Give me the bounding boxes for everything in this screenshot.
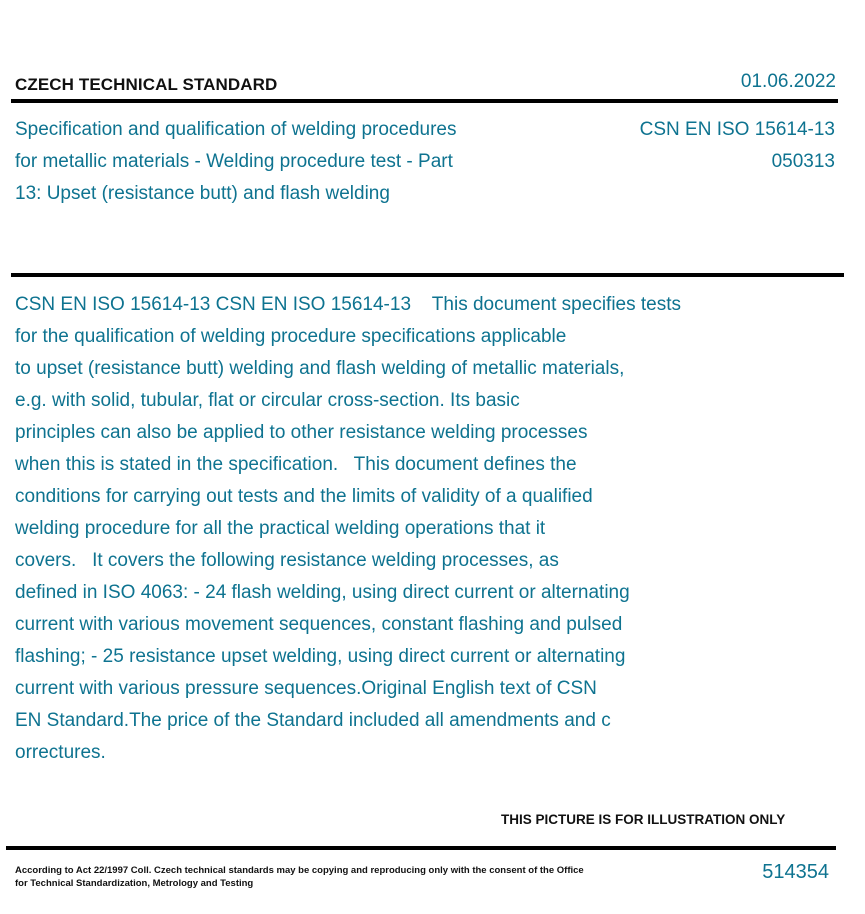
description-line: conditions for carrying out tests and the limits of validity of a qualified [15,486,593,507]
standard-description [15,289,681,769]
document-type-heading: CZECH TECHNICAL STANDARD [15,75,278,94]
standard-identifiers [640,114,835,178]
description-line: to upset (resistance butt) welding and flash welding of metallic materials, [15,358,625,379]
description-line: current with various pressure sequences.Original English text of CSN [15,678,597,699]
description-line: when this is stated in the specification. This document defines the [15,454,577,475]
legal-notice-line: for Technical Standardization, Metrology and Testing [15,878,254,889]
catalog-number: 514354 [762,861,829,883]
description-line: current with various movement sequences, constant flashing and pulsed [15,614,623,635]
legal-notice [15,864,584,890]
description-line: orrectures. [15,742,106,763]
legal-notice-line: According to Act 22/1997 Coll. Czech technical standards may be copying and reproducing only with the consent of the Office [15,865,584,876]
header-divider [11,99,838,103]
description-line: welding procedure for all the practical welding operations that it [15,518,546,539]
standard-title-line: for metallic materials - Welding procedure test - Part [15,151,453,172]
class-number: 050313 [771,151,835,172]
standard-code: CSN EN ISO 15614-13 [639,119,835,140]
standard-title-line: Specification and qualification of welding procedures [15,119,457,140]
illustration-notice: THIS PICTURE IS FOR ILLUSTRATION ONLY [501,812,786,827]
title-divider [11,273,844,277]
description-line: for the qualification of welding procedure specifications applicable [15,326,567,347]
description-line: defined in ISO 4063: - 24 flash welding, using direct current or alternating [15,582,630,603]
standard-title [15,114,535,210]
description-line: e.g. with solid, tubular, flat or circular cross-section. Its basic [15,390,520,411]
description-line: covers. It covers the following resistance welding processes, as [15,550,559,571]
description-line: principles can also be applied to other resistance welding processes [15,422,588,443]
standard-title-line: 13: Upset (resistance butt) and flash welding [15,183,390,204]
description-line: flashing; - 25 resistance upset welding, using direct current or alternating [15,646,626,667]
publication-date: 01.06.2022 [740,71,836,92]
footer-divider [6,846,836,850]
description-line: EN Standard.The price of the Standard included all amendments and c [15,710,611,731]
description-line: CSN EN ISO 15614-13 CSN EN ISO 15614-13 This document specifies tests [15,294,682,315]
